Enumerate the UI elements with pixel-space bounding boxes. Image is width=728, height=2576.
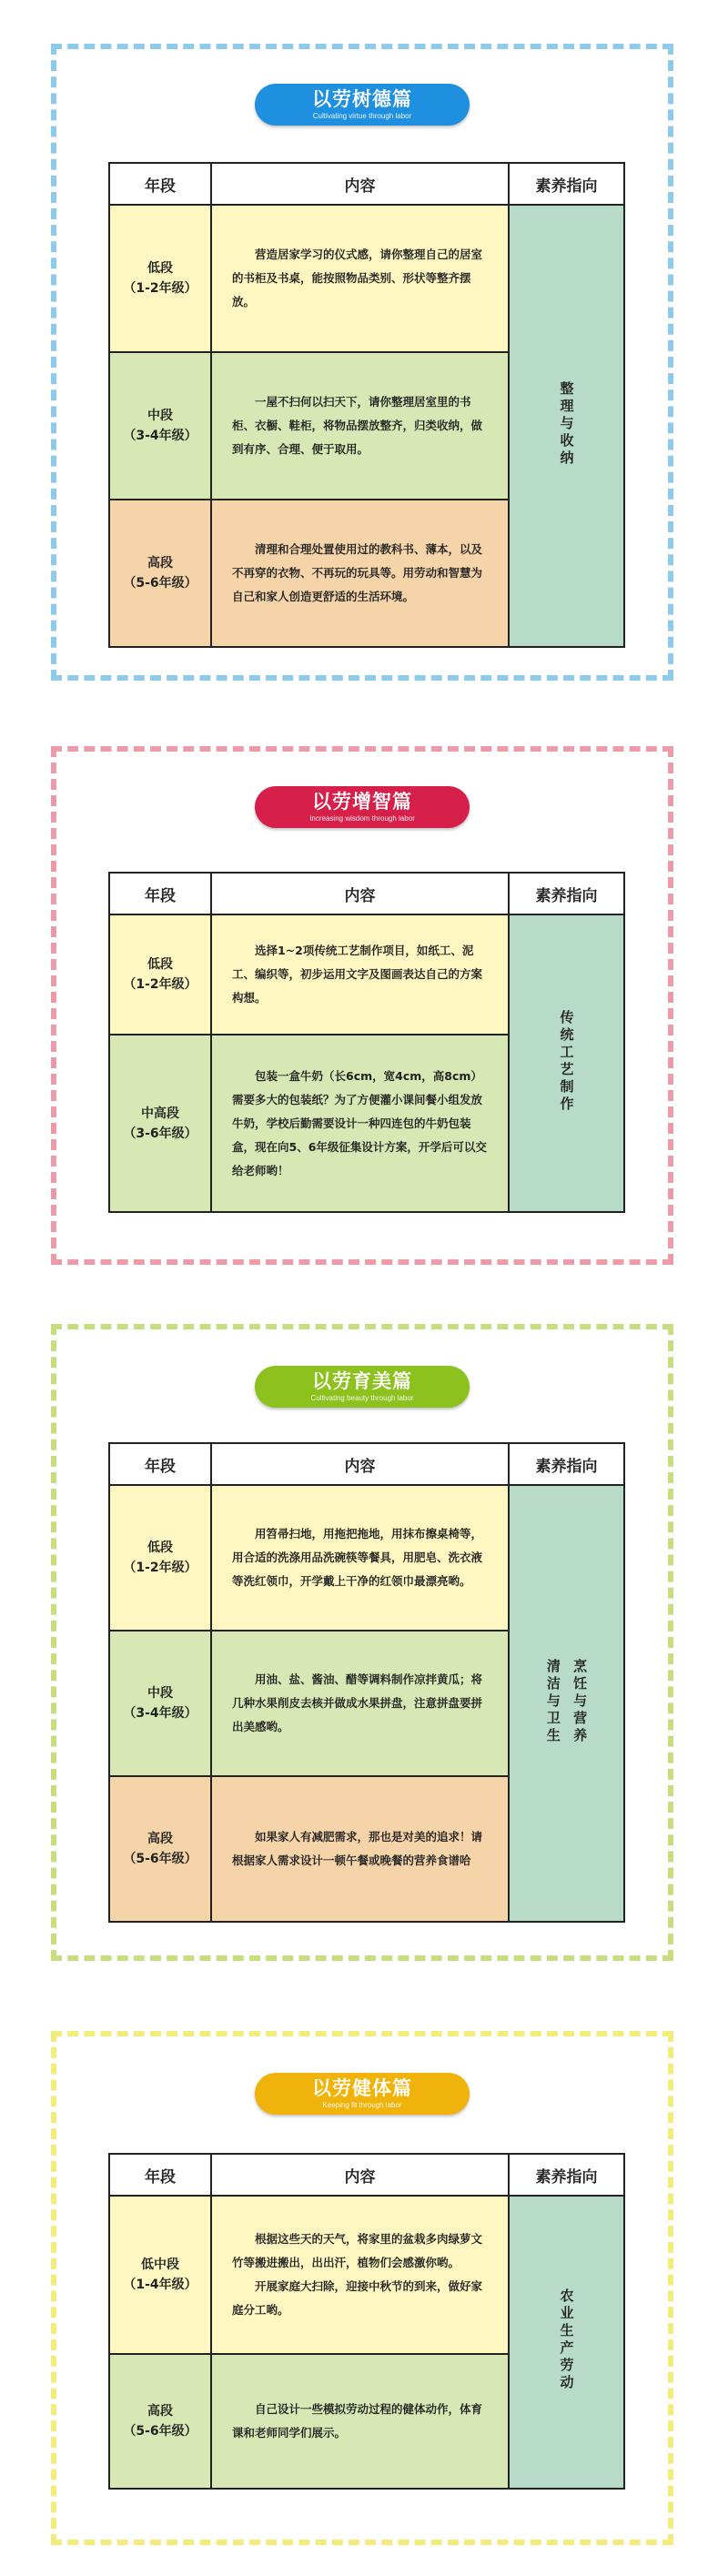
header-guide: 素养指向 [509, 163, 624, 205]
guide-cell [509, 1485, 624, 1922]
stage-label: 低段 [147, 1541, 173, 1555]
guide-text: 清洁与卫生 [544, 1658, 561, 1745]
stage-label: 低段 [147, 261, 173, 276]
content-text: 营造居家学习的仪式感，请你整理自己的居室的书柜及书桌，能按照物品类别、形状等整齐摆放。 [232, 247, 483, 308]
stage-label: 中段 [147, 409, 173, 423]
stage-label: 高段 [147, 1832, 173, 1846]
stage-label: 中高段 [141, 1106, 179, 1121]
content-text: 清理和合理处置使用过的教科书、薄本，以及不再穿的衣物、不再玩的玩具等。用劳动和智慧为自己和家人创造更舒适的生活环境。 [232, 542, 483, 603]
stage-cell [109, 352, 211, 500]
grade-label: （3-4年级） [123, 429, 197, 443]
stage-cell [109, 2196, 211, 2354]
header-guide: 素养指向 [509, 2154, 624, 2196]
grade-label: （1-2年级） [123, 1561, 197, 1575]
guide-cell [509, 2196, 624, 2489]
content-text: 开展家庭大扫除，迎接中秋节的到来，做好家庭分工哟。 [232, 2279, 483, 2317]
content-text: 自己设计一些模拟劳动过程的健体动作，体育课和老师同学们展示。 [232, 2402, 483, 2440]
grade-label: （5-6年级） [123, 576, 197, 591]
stage-cell [109, 2354, 211, 2489]
header-content: 内容 [211, 873, 509, 914]
grade-label: （1-4年级） [123, 2278, 197, 2292]
task-table [108, 872, 625, 1213]
stage-label: 低中段 [141, 2258, 179, 2272]
guide-text: 传统工艺制作 [558, 1009, 575, 1114]
header-content: 内容 [211, 2154, 509, 2196]
header-guide: 素养指向 [509, 1443, 624, 1485]
content-cell [211, 352, 509, 500]
content-text: 一屋不扫何以扫天下，请你整理居室里的书柜、衣橱、鞋柜，将物品摆放整齐，归类收纳，做到有序、合理、便于取用。 [232, 395, 483, 456]
grade-label: （3-4年级） [123, 1706, 197, 1721]
grade-label: （1-2年级） [123, 977, 197, 992]
section-title: 以劳健体篇 [312, 2076, 412, 2099]
grade-label: （1-2年级） [123, 281, 197, 296]
header-stage: 年段 [109, 1443, 211, 1485]
section-title-badge [255, 84, 470, 126]
section-fitness [51, 2031, 673, 2545]
content-cell [211, 500, 509, 647]
content-cell [211, 205, 509, 352]
section-subtitle: Increasing wisdom through labor [309, 814, 415, 823]
stage-cell [109, 914, 211, 1035]
content-text: 根据这些天的天气，将家里的盆栽多肉绿萝文竹等搬进搬出，出出汗，植物们会感激你哟。 [232, 2232, 483, 2269]
section-title: 以劳树德篇 [312, 87, 412, 110]
section-title: 以劳增智篇 [312, 790, 412, 813]
grade-label: （5-6年级） [123, 2424, 197, 2439]
grade-label: （3-6年级） [123, 1126, 197, 1141]
section-wisdom [51, 746, 673, 1265]
stage-cell [109, 1631, 211, 1776]
task-table [108, 2153, 625, 2490]
header-content: 内容 [211, 1443, 509, 1485]
stage-cell [109, 1035, 211, 1212]
header-content: 内容 [211, 163, 509, 205]
section-subtitle: Cultivating beauty through labor [310, 1394, 414, 1402]
guide-text: 烹饪与营养 [571, 1658, 589, 1745]
stage-label: 高段 [147, 2404, 173, 2419]
content-cell [211, 1631, 509, 1776]
section-title-badge [255, 1366, 470, 1408]
section-subtitle: Cultivating virtue through labor [312, 112, 412, 120]
guide-cell [509, 914, 624, 1212]
guide-text: 整理与收纳 [558, 380, 575, 468]
content-text: 用油、盐、酱油、醋等调料制作凉拌黄瓜；将几种水果削皮去核并做成水果拼盘，注意拼盘要拼出美感哟。 [232, 1672, 483, 1733]
section-virtue [51, 44, 673, 681]
header-guide: 素养指向 [509, 873, 624, 914]
header-stage: 年段 [109, 163, 211, 205]
guide-text: 农业生产劳动 [558, 2288, 575, 2392]
task-table [108, 162, 625, 648]
content-text: 用笤帚扫地，用拖把拖地，用抹布擦桌椅等，用合适的洗涤用品洗碗筷等餐具，用肥皂、洗衣液等洗红领巾，开学戴上干净的红领巾最漂亮哟。 [232, 1527, 483, 1588]
section-title-badge [255, 786, 470, 828]
stage-cell [109, 1485, 211, 1631]
stage-label: 高段 [147, 556, 173, 571]
content-text: 选择1~2项传统工艺制作项目，如纸工、泥工、编织等，初步运用文字及图画表达自己的方案构想。 [232, 944, 483, 1005]
grade-label: （5-6年级） [123, 1852, 197, 1866]
section-title-badge [255, 2073, 470, 2115]
header-stage: 年段 [109, 2154, 211, 2196]
content-cell [211, 2196, 509, 2354]
guide-cell [509, 205, 624, 647]
content-text: 包装一盒牛奶（长6cm，宽4cm，高8cm）需要多大的包装纸？为了方便灌小课间餐小组发放牛奶，学校后勤需要设计一种四连包的牛奶包装盒，现在向5、6年级征集设计方案，开学后可以交给老师哟！ [232, 1068, 487, 1177]
content-cell [211, 1035, 509, 1212]
stage-cell [109, 205, 211, 352]
stage-cell [109, 500, 211, 647]
content-cell [211, 1776, 509, 1922]
content-cell [211, 914, 509, 1035]
content-cell [211, 1485, 509, 1631]
stage-cell [109, 1776, 211, 1922]
content-text: 如果家人有减肥需求，那也是对美的追求！请根据家人需求设计一顿午餐或晚餐的营养食谱哈 [232, 1830, 483, 1867]
stage-label: 低段 [147, 957, 173, 972]
section-subtitle: Keeping fit through labor [322, 2101, 402, 2109]
stage-label: 中段 [147, 1686, 173, 1701]
section-title: 以劳育美篇 [312, 1369, 412, 1392]
content-cell [211, 2354, 509, 2489]
section-beauty [51, 1324, 673, 1961]
header-stage: 年段 [109, 873, 211, 914]
task-table [108, 1442, 625, 1923]
